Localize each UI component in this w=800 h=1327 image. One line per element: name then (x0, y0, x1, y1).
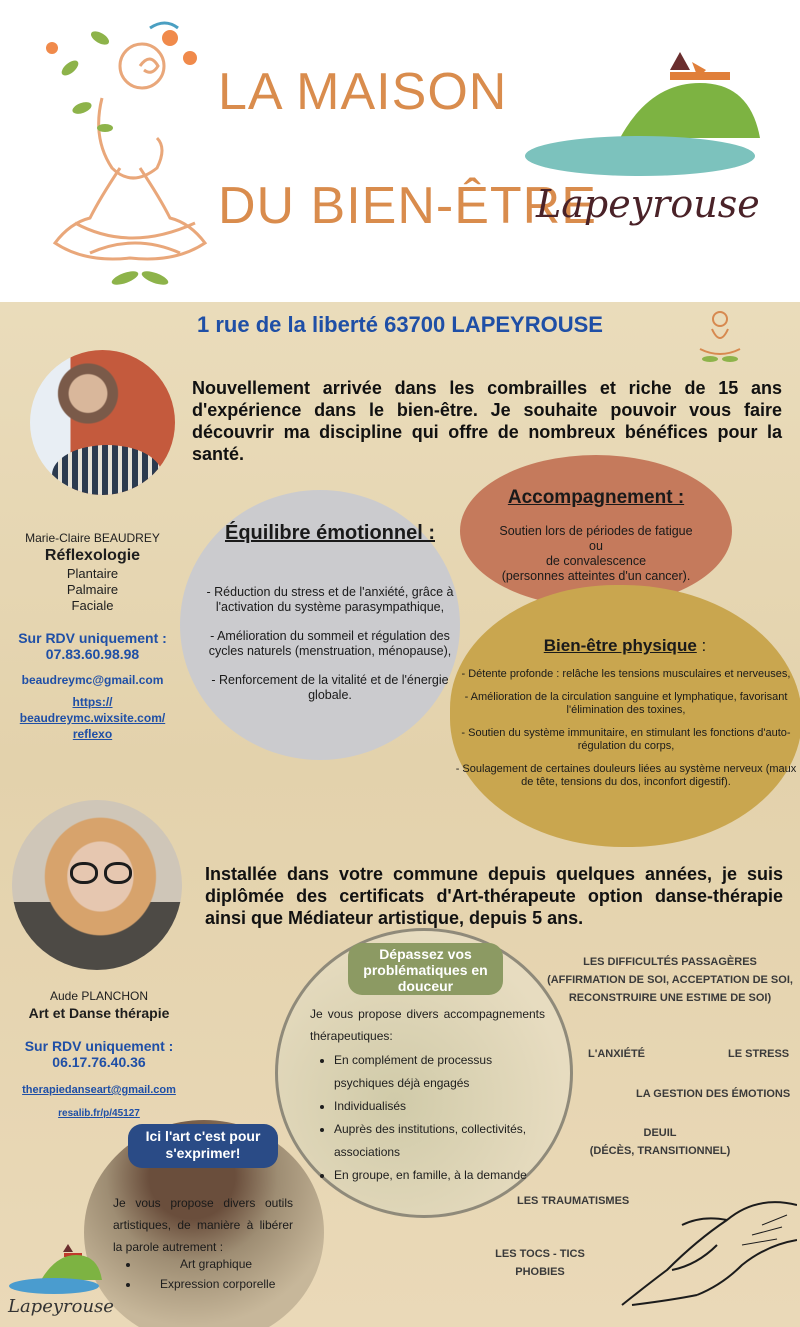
person1-rdv: Sur RDV uniquement : (18, 630, 167, 646)
depassez-pill: Dépassez vos problématiques en douceur (348, 943, 503, 995)
person1-phone[interactable]: 07.83.60.98.98 (45, 646, 140, 662)
topic-stress: LE STRESS (728, 1048, 790, 1060)
hand-illustration-icon (612, 1145, 797, 1320)
lapeyrouse-logo-icon (520, 48, 770, 198)
depassez-item-0: • En complément de processus psychiques déjà engagés (334, 1049, 546, 1095)
person1-discipline: Réflexologie (44, 547, 141, 564)
person1-type-1: Palmaire (66, 582, 119, 597)
person2-card (8, 988, 190, 1122)
physique-item-1: - Amélioration de la circulation sanguine et lymphatique, favorisant l'élimination des toxines, (464, 691, 788, 716)
equilibre-item-2: - Renforcement de la vitalité et de l'énergie globale. (211, 673, 449, 702)
person1-website-l1[interactable]: https:// (72, 695, 113, 709)
topic-difficultes-l3: RECONSTRUIRE UNE ESTIME DE SOI) (568, 992, 772, 1004)
accompagnement-title: Accompagnement : (507, 487, 685, 508)
small-meditation-icon (690, 305, 750, 365)
depassez-intro: Je vous propose divers accompagnements thérapeutiques: (310, 1007, 545, 1043)
brand-name: Lapeyrouse (536, 182, 760, 226)
topic-anxiete: L'ANXIÉTÉ (588, 1048, 646, 1060)
topic-traumatismes: LES TRAUMATISMES (517, 1195, 630, 1207)
footer-brand: Lapeyrouse (8, 1296, 114, 1317)
art-pill: Ici l'art c'est pour s'exprimer! (128, 1124, 278, 1168)
footer-logo-icon (6, 1240, 106, 1295)
person2-name: Aude PLANCHON (49, 989, 149, 1003)
person2-website[interactable]: resalib.fr/p/45127 (58, 1108, 140, 1119)
person2-intro: Installée dans votre commune depuis quelques années, je suis diplômée des certificats d'Art-thérapeute option danse-thérapie ainsi que Médiateur artistique, depuis 5 ans. (205, 864, 783, 928)
title-line-2: DU BIEN-ÊTRE (218, 177, 597, 235)
person1-website-l3[interactable]: reflexo (72, 727, 113, 741)
accompagnement-text (470, 524, 722, 584)
accompagnement-line1: Soutien lors de périodes de fatigue (499, 524, 693, 538)
person1-intro: Nouvellement arrivée dans les combrailles et riche de 15 ans d'expérience dans le bien-être. Je souhaite pouvoir vous faire découvrir ma discipline qui offre de nombreux bénéfices pour la santé. (192, 378, 782, 464)
person2-email[interactable]: therapiedanseart@gmail.com (22, 1084, 176, 1096)
topic-difficultes (540, 953, 800, 1007)
person1-website[interactable] (10, 694, 175, 742)
topic-tocs-l1: LES TOCS - TICS (495, 1248, 585, 1260)
accompagnement-line3: de convalescence (545, 554, 647, 568)
equilibre-title: Équilibre émotionnel : (224, 522, 435, 544)
accompagnement-line2: ou (589, 539, 603, 553)
sweater-shape (52, 445, 162, 495)
topic-deuil-l2: (DÉCÈS, TRANSITIONNEL) (589, 1145, 731, 1157)
topic-difficultes-l2: (AFFIRMATION DE SOI, ACCEPTATION DE SOI, (547, 974, 793, 986)
person1-website-l2[interactable]: beaudreymc.wixsite.com/ (19, 711, 166, 725)
equilibre-item-0: - Réduction du stress et de l'anxiété, grâce à l'activation du système parasympathique, (206, 585, 454, 614)
equilibre-item-1: - Amélioration du sommeil et régulation des cycles naturels (menstruation, ménopause), (208, 629, 452, 658)
depassez-item-3: • En groupe, en famille, à la demande (334, 1164, 546, 1187)
address: 1 rue de la liberté 63700 LAPEYROUSE (197, 312, 603, 337)
person1-email[interactable]: beaudreymc@gmail.com (21, 673, 164, 687)
person2-phone[interactable]: 06.17.76.40.36 (52, 1054, 146, 1070)
topic-tocs-l2: PHOBIES (515, 1266, 565, 1278)
header (0, 0, 800, 302)
art-intro: Je vous propose divers outils artistiques, de manière à libérer la parole autrement : (113, 1196, 293, 1254)
physique-heading (450, 636, 800, 656)
meditation-logo-icon (30, 8, 220, 300)
person1-card (10, 530, 175, 742)
art-list (120, 1254, 290, 1294)
person2-discipline: Art et Danse thérapie (28, 1005, 170, 1021)
person1-type-0: Plantaire (66, 566, 119, 581)
physique-item-3: - Soulagement de certaines douleurs liées au système nerveux (maux de tête, tensions du dos, inconfort digestif). (455, 763, 797, 788)
equilibre-list (205, 585, 455, 703)
physique-item-2: - Soutien du système immunitaire, en stimulant les fonctions d'auto-régulation du corps, (461, 727, 791, 752)
person2-rdv: Sur RDV uniquement : (24, 1038, 174, 1054)
photo-aude (12, 800, 182, 970)
depassez-list (314, 1049, 546, 1187)
physique-title-suffix: : (696, 636, 707, 655)
glasses-left-shape (70, 862, 98, 884)
topic-tocs (490, 1245, 590, 1281)
glasses-right-shape (104, 862, 132, 884)
physique-title: Bien-être physique (543, 636, 697, 655)
physique-list (454, 668, 798, 789)
topic-difficultes-l1: LES DIFFICULTÉS PASSAGÈRES (583, 956, 757, 968)
accompagnement-line4: (personnes atteintes d'un cancer). (501, 569, 691, 583)
art-item-0: • Art graphique (140, 1254, 290, 1274)
depassez-item-1: • Individualisés (334, 1095, 546, 1118)
physique-item-0: - Détente profonde : relâche les tensions musculaires et nerveuses, (461, 668, 791, 680)
photo-marie-claire (30, 350, 175, 495)
person1-name: Marie-Claire BEAUDREY (25, 531, 160, 545)
person1-type-2: Faciale (71, 598, 114, 613)
depassez-item-2: • Auprès des institutions, collectivités, associations (334, 1118, 546, 1164)
title-line-1: LA MAISON (218, 63, 508, 121)
topic-emotions: LA GESTION DES ÉMOTIONS (636, 1088, 791, 1100)
topic-deuil-l1: DEUIL (643, 1127, 677, 1139)
art-item-1: • Expression corporelle (140, 1274, 290, 1294)
